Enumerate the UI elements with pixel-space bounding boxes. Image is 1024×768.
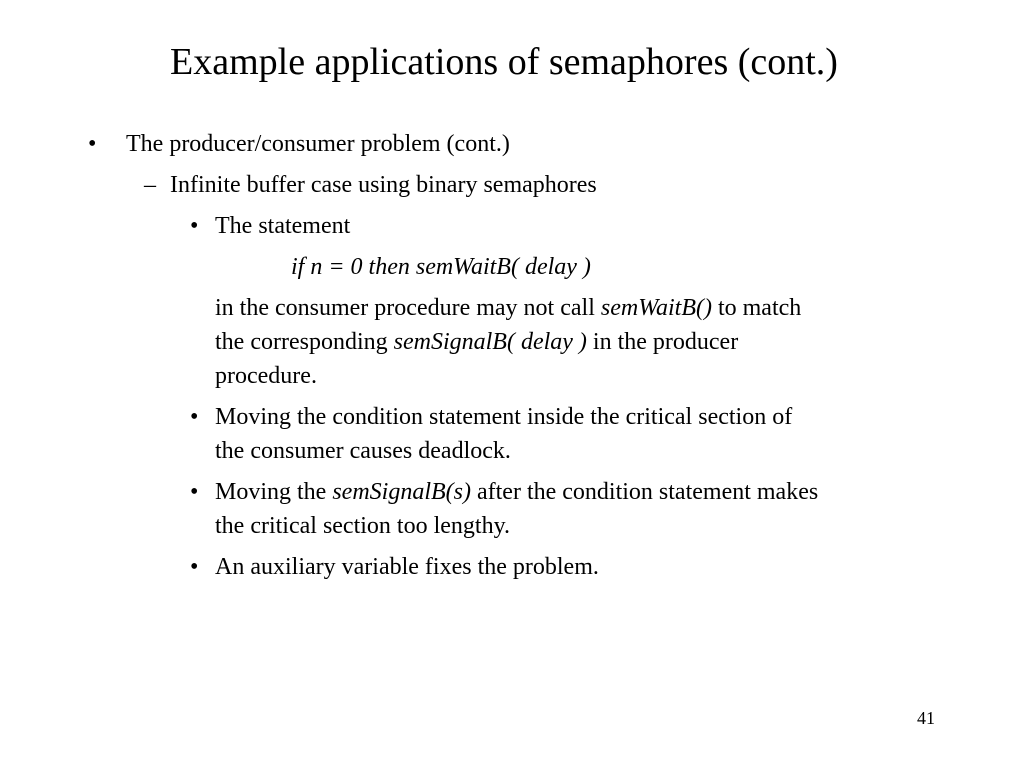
lengthy-text: after the condition statement makes — [470, 479, 819, 505]
level2-item-infinite-buffer: Infinite buffer case using binary semaphores — [170, 172, 597, 198]
explanation-line-1 — [215, 291, 801, 325]
lengthy-text: Moving the — [215, 479, 333, 505]
level3-bullet-4: • — [190, 554, 199, 580]
level1-bullet: • — [88, 131, 97, 157]
level3-bullet-3: • — [190, 479, 199, 505]
level1-item-producer-consumer: The producer/consumer problem (cont.) — [126, 131, 510, 157]
explanation-text: the corresponding — [215, 329, 394, 355]
auxiliary-variable-item: An auxiliary variable fixes the problem. — [215, 554, 599, 580]
level2-dash: – — [144, 172, 156, 198]
explanation-line-2 — [215, 325, 738, 359]
lengthy-line-1 — [215, 475, 818, 509]
slide-title: Example applications of semaphores (cont.) — [170, 41, 838, 83]
level3-bullet-1: • — [190, 213, 199, 239]
lengthy-line-2: the critical section too lengthy. — [215, 513, 511, 539]
explanation-text: in the consumer procedure may not call — [215, 295, 601, 321]
semwaitb-code: semWaitB() — [600, 295, 712, 321]
page-number: 41 — [917, 708, 935, 728]
statement-intro: The statement — [215, 213, 351, 239]
explanation-text: to match — [711, 295, 802, 321]
deadlock-line-1: Moving the condition statement inside the critical section of — [215, 404, 793, 430]
semsignalb-delay-code: semSignalB( delay ) — [393, 329, 587, 355]
deadlock-line-2: the consumer causes deadlock. — [215, 438, 511, 464]
level3-bullet-2: • — [190, 404, 199, 430]
explanation-line-3: procedure. — [215, 363, 317, 389]
explanation-text: in the producer — [586, 329, 739, 355]
code-statement: if n = 0 then semWaitB( delay ) — [291, 254, 591, 280]
semsignalb-s-code: semSignalB(s) — [332, 479, 471, 505]
